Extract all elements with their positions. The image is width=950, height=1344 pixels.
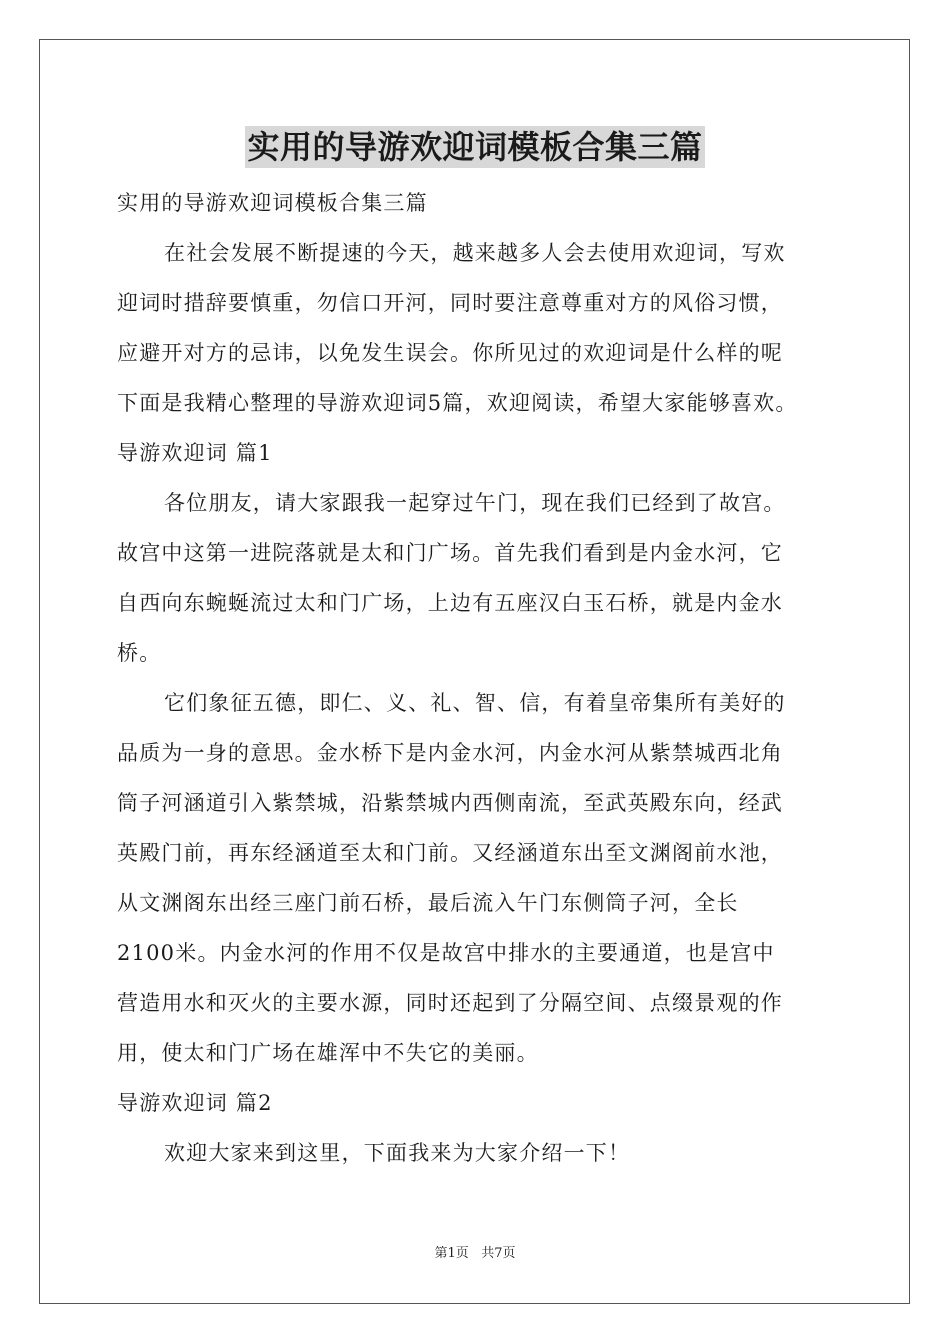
text-line: 迎词时措辞要慎重，勿信口开河，同时要注意尊重对方的风俗习惯， bbox=[117, 291, 783, 315]
text-line: 英殿门前，再东经涵道至太和门前。又经涵道东出至文渊阁前水池， bbox=[117, 841, 783, 865]
page-footer bbox=[0, 1245, 950, 1263]
text-line: 筒子河涵道引入紫禁城，沿紫禁城内西侧南流，至武英殿东向，经武 bbox=[117, 791, 783, 815]
text-line: 用，使太和门广场在雄浑中不失它的美丽。 bbox=[117, 1041, 539, 1065]
text-line: 各位朋友，请大家跟我一起穿过午门，现在我们已经到了故宫。 bbox=[164, 491, 786, 515]
text-line: 自西向东蜿蜒流过太和门广场，上边有五座汉白玉石桥，就是内金水 bbox=[117, 591, 783, 615]
text-line: 它们象征五德，即仁、义、礼、智、信，有着皇帝集所有美好的 bbox=[164, 691, 786, 715]
text-line: 品质为一身的意思。金水桥下是内金水河，内金水河从紫禁城西北角 bbox=[117, 741, 783, 765]
document-title: 实用的导游欢迎词模板合集三篇 bbox=[247, 128, 703, 166]
text-line: 桥。 bbox=[117, 641, 162, 665]
page-total: 共7页 bbox=[481, 1246, 516, 1261]
title-container bbox=[0, 126, 950, 168]
document-body bbox=[117, 178, 835, 1178]
text-line: 营造用水和灭火的主要水源，同时还起到了分隔空间、点缀景观的作 bbox=[117, 991, 783, 1015]
text-line: 2100米。内金水河的作用不仅是故宫中排水的主要通道，也是宫中 bbox=[117, 941, 775, 965]
page-number: 第1页 bbox=[434, 1246, 469, 1261]
text-line: 导游欢迎词 篇1 bbox=[117, 441, 273, 465]
text-line: 应避开对方的忌讳，以免发生误会。你所见过的欢迎词是什么样的呢 bbox=[117, 341, 783, 365]
text-line: 从文渊阁东出经三座门前石桥，最后流入午门东侧筒子河，全长 bbox=[117, 891, 739, 915]
text-line: 在社会发展不断提速的今天，越来越多人会去使用欢迎词，写欢 bbox=[164, 241, 786, 265]
text-line: 故宫中这第一进院落就是太和门广场。首先我们看到是内金水河，它 bbox=[117, 541, 783, 565]
text-line: 导游欢迎词 篇2 bbox=[117, 1091, 273, 1115]
text-line: 实用的导游欢迎词模板合集三篇 bbox=[117, 191, 428, 215]
text-line: 下面是我精心整理的导游欢迎词5篇，欢迎阅读，希望大家能够喜欢。 bbox=[117, 391, 798, 415]
text-line: 欢迎大家来到这里，下面我来为大家介绍一下！ bbox=[164, 1141, 631, 1165]
